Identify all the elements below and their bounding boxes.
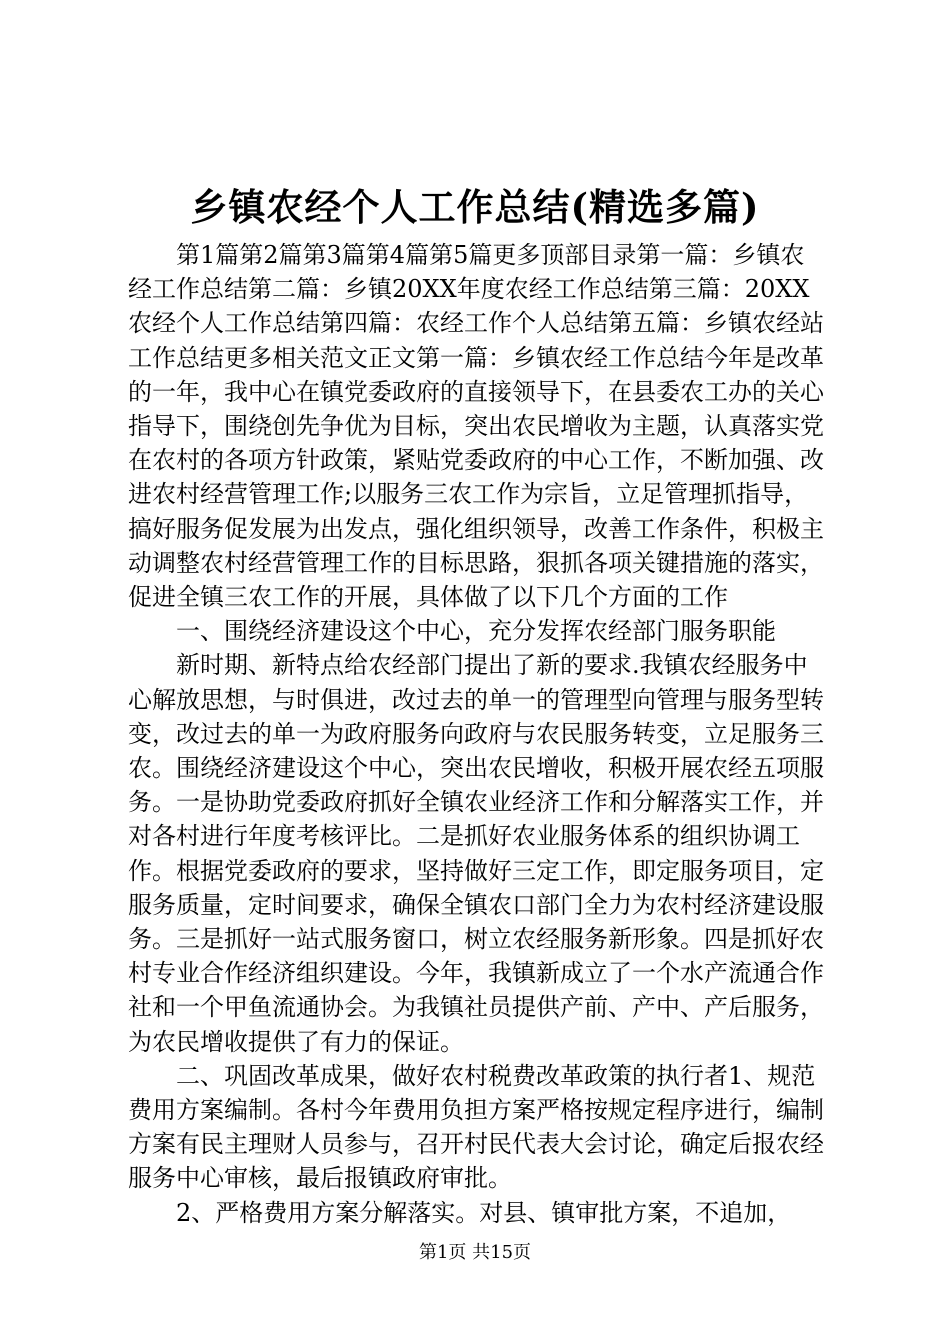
paragraph-section-1-body: 新时期、新特点给农经部门提出了新的要求.我镇农经服务中心解放思想，与时俱进，改过去的单一的管理型向管理与服务型转变，改过去的单一为政府服务向政府与农民服务转变，立足服务三农。围绕经济建设这个中心，突出农民增收，积极开展农经五项服务。一是协助党委政府抓好全镇农业经济工作和分解落实工作，并对各村进行年度考核评比。二是抓好农业服务体系的组织协调工作。根据党委政府的要求，坚持做好三定工作，即定服务项目，定服务质量，定时间要求，确保全镇农口部门全力为农村经济建设服务。三是抓好一站式服务窗口，树立农经服务新形象。四是抓好农村专业合作经济组织建设。今年，我镇新成立了一个水产流通合作社和一个甲鱼流通协会。为我镇社员提供产前、产中、产后服务，为农民增收提供了有力的保证。	[128, 651, 824, 1056]
page-number-footer: 第1页 共15页	[418, 1242, 532, 1263]
paragraph-section-1-heading: 一、围绕经济建设这个中心，充分发挥农经部门服务职能	[176, 617, 776, 646]
paragraph-intro: 第1篇第2篇第3篇第4篇第5篇更多顶部目录第一篇：乡镇农经工作总结第二篇：乡镇20XX年度农经工作总结第三篇：20XX农经个人工作总结第四篇：农经工作个人总结第五篇：乡镇农经站工作总结更多相关范文正文第一篇：乡镇农经工作总结今年是改革的一年，我中心在镇党委政府的直接领导下，在县委农工办的关心指导下，围绕创先争优为目标，突出农民增收为主题，认真落实党在农村的各项方针政策，紧贴党委政府的中心工作，不断加强、改进农村经营管理工作;以服务三农工作为宗旨，立足管理抓指导，搞好服务促发展为出发点，强化组织领导，改善工作条件，积极主动调整农村经营管理工作的目标思路，狠抓各项关键措施的落实，促进全镇三农工作的开展，具体做了以下几个方面的工作	[128, 241, 824, 612]
paragraph-section-2-item-2: 2、严格费用方案分解落实。对县、镇审批方案，不追加，	[176, 1198, 792, 1227]
document-body	[128, 238, 826, 1230]
document-title: 乡镇农经个人工作总结(精选多篇)	[190, 185, 760, 229]
paragraph-section-2: 二、巩固改革成果，做好农村税费改革政策的执行者1、规范费用方案编制。各村今年费用负担方案严格按规定程序进行，编制方案有民主理财人员参与，召开村民代表大会讨论，确定后报农经服务中心审核，最后报镇政府审批。	[128, 1061, 824, 1193]
